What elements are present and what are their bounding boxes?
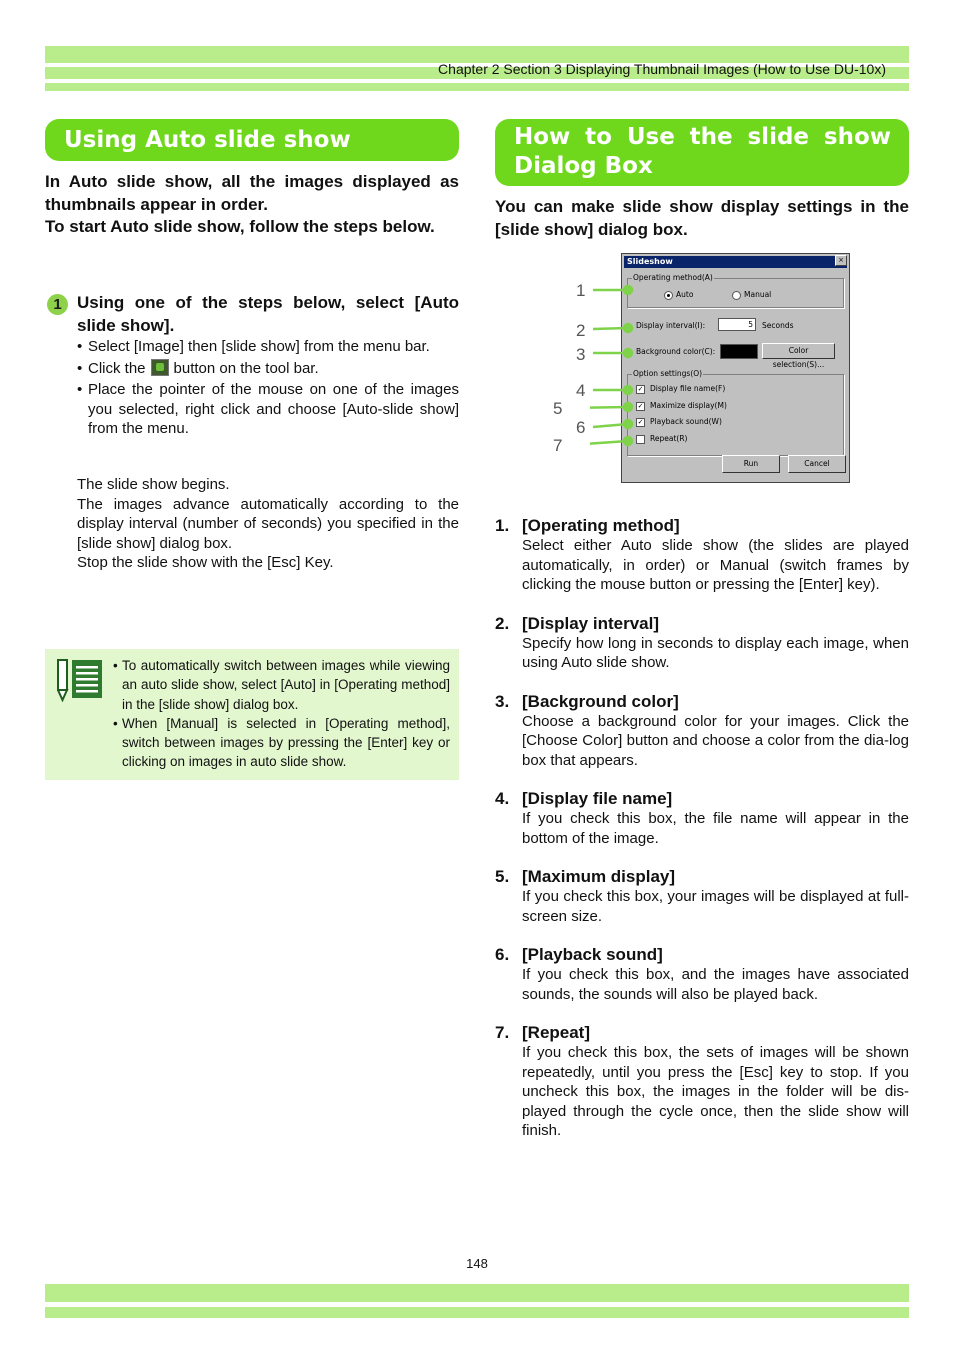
bullet-item: • Place the pointer of the mouse on one of the images you selected, right click and choose [Auto-slide show] from the menu. <box>77 380 459 439</box>
background-color-label: Background color(C): <box>636 347 716 356</box>
manual-label: Manual <box>744 290 772 299</box>
callout-number: 5 <box>553 399 563 418</box>
dialog-title-bar: Slideshow <box>624 256 847 268</box>
bullet-item: • Select [Image] then [slide show] from the menu bar. <box>77 337 459 357</box>
display-file-name-label: Display file name(F) <box>650 384 726 393</box>
footer-band-bottom <box>45 1307 909 1318</box>
option-settings-label: Option settings(O) <box>633 369 703 378</box>
setting-descriptions <box>495 516 909 1160</box>
step-number-badge: 1 <box>47 294 68 315</box>
callout-number: 4 <box>576 381 586 400</box>
intro-text: In Auto slide show, all the images displayed as thumbnails appear in order. <box>45 172 459 214</box>
chapter-header: Chapter 2 Section 3 Displaying Thumbnail Images (How to Use DU-10x) <box>438 61 886 77</box>
note-item: • To automatically switch between images while viewing an auto slide show, select [Auto] in [Operating method] in the [slide show] dialog box. <box>113 656 450 714</box>
page-number: 148 <box>466 1256 488 1271</box>
callout-number: 6 <box>576 418 586 437</box>
operating-method-label: Operating method(A) <box>633 273 713 282</box>
callout-number: 2 <box>576 321 586 340</box>
list-item: 7. [Repeat] If you check this box, the sets of images will be shown repeatedly, until you press the [Esc] key to stop. If you uncheck this box, the images in the folder will be dis-played through the cycle once, then the slide show will finish. <box>495 1023 909 1139</box>
close-icon[interactable]: × <box>835 255 847 266</box>
maximize-display-checkbox[interactable]: ✓ <box>637 402 644 410</box>
interval-input[interactable]: 5 <box>718 318 756 331</box>
section-title-dialog-box: How to Use the slide show Dialog Box <box>495 119 909 186</box>
footer-band-top <box>45 1284 909 1302</box>
intro-text-2: To start Auto slide show, follow the steps below. <box>45 217 435 236</box>
run-button[interactable]: Run <box>722 455 780 473</box>
step-title: Using one of the steps below, select [Auto slide show]. <box>77 293 459 335</box>
result-text: The slide show begins. The images advance automatically according to the display interval (number of seconds) you specified in the [slide show] dialog box. Stop the slide show with the [Esc] Key. <box>77 476 459 571</box>
list-item: 6. [Playback sound] If you check this box, and the images have associated sounds, the sounds will also be played back. <box>495 945 909 1003</box>
display-interval-label: Display interval(I): <box>636 321 706 330</box>
list-item: 1. [Operating method] Select either Auto slide show (the slides are played automatically, in order) or Manual (switch frames by clicking the mouse button or pressing the [Enter] key). <box>495 516 909 593</box>
list-item: 2. [Display interval] Specify how long in seconds to display each image, when using Auto slide show. <box>495 613 909 671</box>
seconds-label: Seconds <box>762 321 794 330</box>
color-selection-button[interactable]: Color selection(S)... <box>762 343 835 359</box>
callout-leaders <box>590 280 640 450</box>
list-item: 4. [Display file name] If you check this box, the file name will appear in the bottom of the image. <box>495 789 909 847</box>
step-bullets <box>77 337 459 441</box>
repeat-label: Repeat(R) <box>650 434 688 443</box>
cancel-button[interactable]: Cancel <box>788 455 846 473</box>
auto-radio[interactable] <box>664 291 673 300</box>
list-item: 5. [Maximum display] If you check this box, your images will be displayed at full-screen size. <box>495 867 909 925</box>
slideshow-dialog <box>621 253 850 483</box>
playback-sound-label: Playback sound(W) <box>650 417 722 426</box>
callout-number: 1 <box>576 281 586 300</box>
dialog-intro: You can make slide show display settings in the [slide show] dialog box. <box>495 197 909 239</box>
note-list <box>113 656 450 772</box>
display-file-name-checkbox[interactable]: ✓ <box>637 385 644 393</box>
maximize-display-label: Maximize display(M) <box>650 401 727 410</box>
auto-label: Auto <box>676 290 694 299</box>
playback-sound-checkbox[interactable]: ✓ <box>637 418 644 426</box>
slideshow-toolbar-icon <box>151 359 169 376</box>
header-band-bottom <box>45 83 909 91</box>
note-item: • When [Manual] is selected in [Operating method], switch between images by pressing the [Enter] key or clicking on images in auto slide show. <box>113 714 450 772</box>
manual-radio[interactable] <box>732 291 741 300</box>
callout-number: 3 <box>576 345 586 364</box>
callout-number: 7 <box>553 436 563 455</box>
memo-pencil-icon <box>57 658 105 702</box>
bullet-item: • Click the button on the tool bar. <box>77 359 459 379</box>
color-swatch <box>720 344 758 359</box>
list-item: 3. [Background color] Choose a background color for your images. Click the [Choose Color] button and choose a color from the dia-log box that appears. <box>495 691 909 769</box>
section-title-auto-slide-show: Using Auto slide show <box>45 119 459 161</box>
